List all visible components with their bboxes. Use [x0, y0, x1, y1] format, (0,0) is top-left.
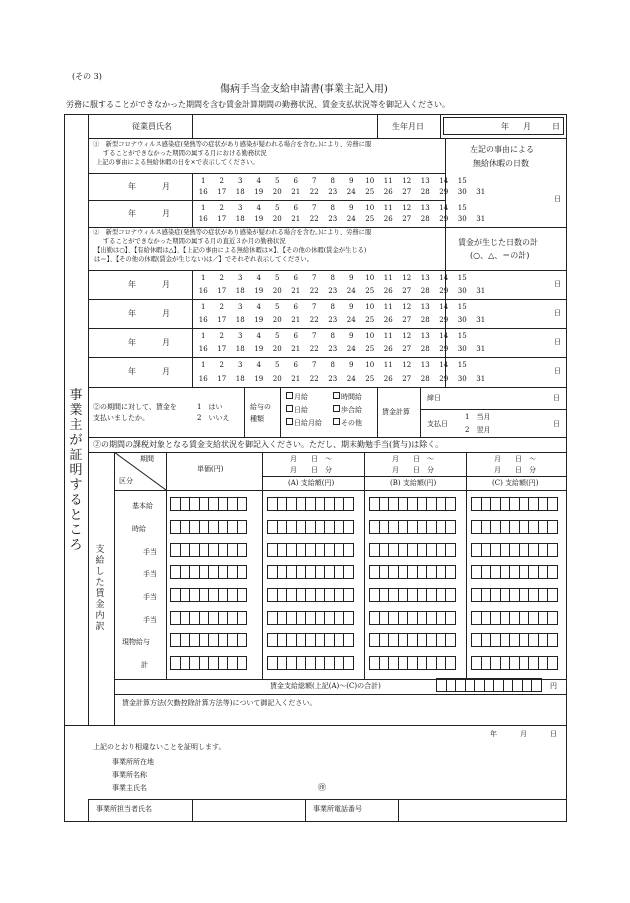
paid-no-option[interactable]: 2 いいえ [197, 414, 230, 422]
day-cell[interactable]: 12 [402, 361, 412, 369]
day-cell[interactable]: 15 [457, 303, 467, 311]
calendar-month-label: 月 [162, 337, 170, 347]
day-cell[interactable]: 5 [275, 274, 280, 282]
day-cell[interactable]: 6 [293, 177, 298, 185]
calendar-year-label: 年 [128, 279, 136, 289]
day-cell[interactable]: 8 [330, 204, 335, 212]
day-cell[interactable]: 15 [457, 332, 467, 340]
day-cell[interactable]: 27 [402, 316, 412, 324]
unit-price-field[interactable] [170, 543, 246, 557]
amount-a-field[interactable] [267, 633, 353, 647]
day-cell[interactable]: 10 [365, 204, 375, 212]
day-cell[interactable]: 25 [365, 287, 375, 295]
day-cell[interactable]: 5 [275, 361, 280, 369]
day-cell[interactable]: 26 [383, 316, 393, 324]
calendar-month-label: 月 [162, 308, 170, 318]
day-cell[interactable]: 31 [476, 188, 486, 196]
day-cell[interactable]: 9 [349, 361, 354, 369]
day-cell[interactable]: 10 [365, 332, 375, 340]
calendar-days-top[interactable] [194, 362, 472, 369]
unit-price-field[interactable] [170, 588, 246, 602]
day-cell[interactable]: 19 [254, 345, 264, 353]
calendar-days-bottom[interactable] [194, 189, 490, 196]
day-cell[interactable]: 8 [330, 361, 335, 369]
day-cell[interactable]: 4 [256, 177, 261, 185]
amount-c-field[interactable] [471, 633, 557, 647]
day-cell[interactable]: 14 [439, 204, 449, 212]
day-cell[interactable]: 10 [365, 303, 375, 311]
day-cell[interactable]: 1 [201, 177, 206, 185]
day-cell[interactable]: 22 [309, 375, 319, 383]
day-cell[interactable]: 23 [328, 215, 338, 223]
day-cell[interactable]: 13 [420, 332, 430, 340]
day-cell[interactable]: 13 [420, 177, 430, 185]
calendar-days-top[interactable] [194, 304, 472, 311]
calendar-days-bottom[interactable] [194, 317, 490, 324]
day-cell[interactable]: 18 [235, 287, 245, 295]
day-cell[interactable]: 26 [383, 345, 393, 353]
day-cell[interactable]: 21 [291, 287, 301, 295]
day-cell[interactable]: 14 [439, 177, 449, 185]
day-cell[interactable]: 19 [254, 316, 264, 324]
pay-next-month[interactable]: 2 翌月 [465, 426, 491, 434]
day-cell[interactable]: 7 [312, 274, 317, 282]
day-cell[interactable]: 14 [439, 361, 449, 369]
day-cell[interactable]: 16 [198, 345, 208, 353]
day-cell[interactable]: 20 [272, 345, 282, 353]
day-cell[interactable]: 15 [457, 204, 467, 212]
day-cell[interactable]: 18 [235, 215, 245, 223]
calendar-month-label: 月 [162, 181, 170, 191]
day-cell[interactable]: 25 [365, 375, 375, 383]
calendar-days-top[interactable] [194, 275, 472, 282]
day-cell[interactable]: 1 [201, 274, 206, 282]
day-cell[interactable]: 24 [346, 345, 356, 353]
day-cell[interactable]: 3 [238, 177, 243, 185]
employee-name-label: 従業員氏名 [132, 122, 172, 131]
day-cell[interactable]: 29 [439, 287, 449, 295]
side-divider [88, 114, 89, 725]
day-cell[interactable]: 18 [235, 375, 245, 383]
day-cell[interactable]: 2 [219, 204, 224, 212]
unit-price-field[interactable] [170, 611, 246, 625]
instruction: 労務に服することができなかった期間を含む賃金計算期間の勤務状況、賃金支払状況等を御記入ください。 [66, 100, 450, 109]
day-cell[interactable]: 28 [420, 188, 430, 196]
day-cell[interactable]: 9 [349, 274, 354, 282]
day-cell[interactable]: 17 [217, 316, 227, 324]
wage-row-label: 手当 [143, 616, 157, 624]
days-unit: 日 [554, 279, 561, 288]
wages-side-label: 支給した賃金内訳 [95, 545, 105, 632]
day-cell[interactable]: 17 [217, 188, 227, 196]
day-cell[interactable]: 22 [309, 287, 319, 295]
day-cell[interactable]: 8 [330, 303, 335, 311]
day-cell[interactable]: 21 [291, 215, 301, 223]
day-cell[interactable]: 12 [402, 332, 412, 340]
day-cell[interactable]: 12 [402, 274, 412, 282]
day-cell[interactable]: 20 [272, 316, 282, 324]
amount-c-field[interactable] [471, 588, 557, 602]
day-cell[interactable]: 24 [346, 188, 356, 196]
day-cell[interactable]: 23 [328, 345, 338, 353]
day-cell[interactable]: 25 [365, 188, 375, 196]
wage-row-label: 手当 [143, 570, 157, 578]
day-cell[interactable]: 19 [254, 287, 264, 295]
calendar-days-top[interactable] [194, 178, 472, 185]
day-cell[interactable]: 26 [383, 188, 393, 196]
day-cell[interactable]: 29 [439, 345, 449, 353]
day-cell[interactable]: 8 [330, 177, 335, 185]
day-cell[interactable]: 30 [457, 375, 467, 383]
day-cell[interactable]: 3 [238, 303, 243, 311]
day-cell[interactable]: 5 [275, 303, 280, 311]
day-cell[interactable]: 22 [309, 215, 319, 223]
day-cell[interactable]: 10 [365, 361, 375, 369]
day-cell[interactable]: 13 [420, 361, 430, 369]
day-cell[interactable]: 21 [291, 375, 301, 383]
days-unit: 日 [554, 367, 561, 375]
day-cell[interactable]: 25 [365, 316, 375, 324]
day-cell[interactable]: 14 [439, 274, 449, 282]
wage-type-other[interactable]: その他 [333, 418, 362, 427]
day-cell[interactable]: 31 [476, 287, 486, 295]
day-cell[interactable]: 11 [383, 332, 393, 340]
seal-mark: ㊞ [318, 783, 326, 792]
day-cell[interactable]: 3 [238, 361, 243, 369]
calendar-month-label: 月 [162, 367, 170, 376]
day-cell[interactable]: 23 [328, 188, 338, 196]
day-cell[interactable]: 21 [291, 345, 301, 353]
amount-b-field[interactable] [369, 633, 455, 647]
wage-row-label: 現物給与 [122, 638, 150, 646]
amount-c-field[interactable] [471, 497, 557, 511]
day-cell[interactable]: 26 [383, 375, 393, 383]
day-cell[interactable]: 7 [312, 177, 317, 185]
day-cell[interactable]: 27 [402, 287, 412, 295]
amount-c-field[interactable] [471, 611, 557, 625]
day-cell[interactable]: 5 [275, 177, 280, 185]
day-cell[interactable]: 20 [272, 375, 282, 383]
pay-this-month[interactable]: 1 当月 [465, 413, 491, 421]
page-title: 傷病手当金支給申請書(事業主記入用) [220, 84, 388, 95]
day-cell[interactable]: 2 [219, 177, 224, 185]
wage-type-hourly[interactable]: 時間給 [333, 392, 362, 401]
day-cell[interactable]: 24 [346, 375, 356, 383]
day-cell[interactable]: 1 [201, 204, 206, 212]
day-cell[interactable]: 6 [293, 303, 298, 311]
day-cell[interactable]: 30 [457, 215, 467, 223]
amount-c-field[interactable] [471, 656, 557, 670]
day-cell[interactable]: 30 [457, 188, 467, 196]
days-unit: 日 [554, 308, 561, 317]
day-cell[interactable]: 2 [219, 303, 224, 311]
day-cell[interactable]: 30 [457, 345, 467, 353]
amount-c-field[interactable] [471, 543, 557, 557]
calendar-month-label: 月 [162, 208, 170, 218]
day-cell[interactable]: 28 [420, 375, 430, 383]
day-cell[interactable]: 17 [217, 345, 227, 353]
day-cell[interactable]: 25 [365, 345, 375, 353]
day-cell[interactable]: 9 [349, 204, 354, 212]
day-cell[interactable]: 16 [198, 287, 208, 295]
calendar-days-top[interactable] [194, 333, 472, 340]
day-cell[interactable]: 23 [328, 316, 338, 324]
day-cell[interactable]: 7 [312, 361, 317, 369]
calendar-month-label: 月 [162, 279, 170, 289]
amount-b-field[interactable] [369, 520, 455, 534]
day-cell[interactable]: 30 [457, 316, 467, 324]
day-cell[interactable]: 8 [330, 274, 335, 282]
calendar-days-bottom[interactable] [194, 216, 490, 223]
day-cell[interactable]: 22 [309, 316, 319, 324]
day-cell[interactable]: 5 [275, 332, 280, 340]
day-cell[interactable]: 9 [349, 303, 354, 311]
day-cell[interactable]: 3 [238, 204, 243, 212]
day-cell[interactable]: 6 [293, 274, 298, 282]
day-cell[interactable]: 24 [346, 215, 356, 223]
calendar-days-top[interactable] [194, 205, 472, 212]
day-cell[interactable]: 13 [420, 204, 430, 212]
wage-row-label: 手当 [143, 548, 157, 556]
day-cell[interactable]: 10 [365, 274, 375, 282]
day-cell[interactable]: 15 [457, 274, 467, 282]
unit-price-field[interactable] [170, 520, 246, 534]
day-cell[interactable]: 4 [256, 361, 261, 369]
day-cell[interactable]: 8 [330, 332, 335, 340]
day-cell[interactable]: 27 [402, 345, 412, 353]
day-cell[interactable]: 29 [439, 188, 449, 196]
day-cell[interactable]: 9 [349, 177, 354, 185]
day-cell[interactable]: 12 [402, 204, 412, 212]
day-cell[interactable]: 29 [439, 316, 449, 324]
day-cell[interactable]: 18 [235, 345, 245, 353]
day-cell[interactable]: 6 [293, 361, 298, 369]
day-cell[interactable]: 22 [309, 345, 319, 353]
day-cell[interactable]: 25 [365, 215, 375, 223]
day-cell[interactable]: 1 [201, 361, 206, 369]
amount-a-field[interactable] [267, 565, 353, 579]
day-cell[interactable]: 17 [217, 215, 227, 223]
day-cell[interactable]: 9 [349, 332, 354, 340]
day-cell[interactable]: 5 [275, 204, 280, 212]
day-cell[interactable]: 16 [198, 215, 208, 223]
days-unit: 日 [554, 337, 561, 346]
birthdate-field[interactable] [443, 117, 564, 135]
days-unit: 日 [554, 195, 561, 203]
day-cell[interactable]: 6 [293, 332, 298, 340]
day-cell[interactable]: 21 [291, 188, 301, 196]
day-cell[interactable]: 28 [420, 345, 430, 353]
day-cell[interactable]: 27 [402, 375, 412, 383]
day-cell[interactable]: 19 [254, 188, 264, 196]
day-cell[interactable]: 4 [256, 332, 261, 340]
day-cell[interactable]: 4 [256, 303, 261, 311]
amount-a-field[interactable] [267, 543, 353, 557]
day-cell[interactable]: 11 [383, 177, 393, 185]
day-cell[interactable]: 12 [402, 303, 412, 311]
day-cell[interactable]: 2 [219, 274, 224, 282]
day-cell[interactable]: 24 [346, 316, 356, 324]
amount-a-field[interactable] [267, 588, 353, 602]
unit-price-field[interactable] [170, 656, 246, 670]
wage-type-daily-monthly[interactable]: 日給月給 [286, 418, 322, 427]
day-cell[interactable]: 13 [420, 303, 430, 311]
calendar-days-bottom[interactable] [194, 288, 490, 295]
day-cell[interactable]: 7 [312, 204, 317, 212]
day-cell[interactable]: 4 [256, 204, 261, 212]
day-cell[interactable]: 28 [420, 215, 430, 223]
day-cell[interactable]: 28 [420, 287, 430, 295]
day-cell[interactable]: 24 [346, 287, 356, 295]
calendar-year-label: 年 [128, 308, 136, 318]
day-cell[interactable]: 27 [402, 215, 412, 223]
day-cell[interactable]: 20 [272, 215, 282, 223]
day-cell[interactable]: 14 [439, 332, 449, 340]
day-cell[interactable]: 20 [272, 287, 282, 295]
day-cell[interactable]: 7 [312, 303, 317, 311]
day-cell[interactable]: 3 [238, 332, 243, 340]
calendar-year-label: 年 [128, 208, 136, 218]
day-cell[interactable]: 26 [383, 287, 393, 295]
day-cell[interactable]: 11 [383, 361, 393, 369]
day-cell[interactable]: 28 [420, 316, 430, 324]
total-amount-field[interactable] [436, 678, 541, 692]
wage-row-label: 基本給 [132, 502, 153, 510]
day-cell[interactable]: 23 [328, 287, 338, 295]
amount-a-field[interactable] [267, 520, 353, 534]
amount-a-field[interactable] [267, 611, 353, 625]
day-cell[interactable]: 20 [272, 188, 282, 196]
birthdate-label: 生年月日 [392, 122, 424, 131]
amount-b-field[interactable] [369, 656, 455, 670]
day-cell[interactable]: 23 [328, 375, 338, 383]
day-cell[interactable]: 27 [402, 188, 412, 196]
amount-c-field[interactable] [471, 565, 557, 579]
day-cell[interactable]: 15 [457, 177, 467, 185]
day-cell[interactable]: 3 [238, 274, 243, 282]
amount-b-field[interactable] [369, 565, 455, 579]
amount-c-field[interactable] [471, 520, 557, 534]
day-cell[interactable]: 4 [256, 274, 261, 282]
unit-price-field[interactable] [170, 633, 246, 647]
day-cell[interactable]: 19 [254, 215, 264, 223]
day-cell[interactable]: 2 [219, 361, 224, 369]
calendar-days-bottom[interactable] [194, 346, 490, 353]
day-cell[interactable]: 31 [476, 345, 486, 353]
day-cell[interactable]: 19 [254, 375, 264, 383]
wage-row-label: 時給 [132, 525, 146, 533]
day-cell[interactable]: 1 [201, 332, 206, 340]
day-cell[interactable]: 7 [312, 332, 317, 340]
wage-row-label: 手当 [143, 593, 157, 601]
form-number: (その 3) [72, 72, 102, 81]
day-cell[interactable]: 31 [476, 215, 486, 223]
unit-price-field[interactable] [170, 497, 246, 511]
day-cell[interactable]: 31 [476, 316, 486, 324]
day-cell[interactable]: 17 [217, 375, 227, 383]
day-cell[interactable]: 13 [420, 274, 430, 282]
amount-b-field[interactable] [369, 588, 455, 602]
day-cell[interactable]: 11 [383, 274, 393, 282]
calendar-year-label: 年 [128, 367, 136, 376]
day-cell[interactable]: 12 [402, 177, 412, 185]
paid-yes-option[interactable]: 1 はい [197, 403, 223, 411]
calendar-days-bottom[interactable] [194, 376, 490, 383]
day-cell[interactable]: 29 [439, 215, 449, 223]
day-cell[interactable]: 26 [383, 215, 393, 223]
day-cell[interactable]: 10 [365, 177, 375, 185]
amount-b-field[interactable] [369, 611, 455, 625]
day-cell[interactable]: 16 [198, 375, 208, 383]
wage-type-monthly[interactable]: 月給 [286, 392, 308, 401]
wage-type-commission[interactable]: 歩合給 [333, 405, 362, 414]
day-cell[interactable]: 21 [291, 316, 301, 324]
day-cell[interactable]: 29 [439, 375, 449, 383]
day-cell[interactable]: 14 [439, 303, 449, 311]
day-cell[interactable]: 16 [198, 316, 208, 324]
calendar-year-label: 年 [128, 181, 136, 191]
side-label: 事業主が証明するところ [69, 388, 83, 553]
calendar-year-label: 年 [128, 337, 136, 347]
amount-b-field[interactable] [369, 543, 455, 557]
day-cell[interactable]: 6 [293, 204, 298, 212]
amount-b-field[interactable] [369, 497, 455, 511]
amount-a-field[interactable] [267, 497, 353, 511]
day-cell[interactable]: 17 [217, 287, 227, 295]
amount-a-field[interactable] [267, 656, 353, 670]
day-cell[interactable]: 11 [383, 204, 393, 212]
wage-row-label: 計 [141, 661, 148, 669]
day-cell[interactable]: 1 [201, 303, 206, 311]
day-cell[interactable]: 18 [235, 188, 245, 196]
day-cell[interactable]: 22 [309, 188, 319, 196]
day-cell[interactable]: 11 [383, 303, 393, 311]
day-cell[interactable]: 15 [457, 361, 467, 369]
day-cell[interactable]: 31 [476, 375, 486, 383]
wage-type-daily[interactable]: 日給 [286, 405, 308, 414]
day-cell[interactable]: 18 [235, 316, 245, 324]
day-cell[interactable]: 16 [198, 188, 208, 196]
day-cell[interactable]: 2 [219, 332, 224, 340]
unit-price-field[interactable] [170, 565, 246, 579]
day-cell[interactable]: 30 [457, 287, 467, 295]
